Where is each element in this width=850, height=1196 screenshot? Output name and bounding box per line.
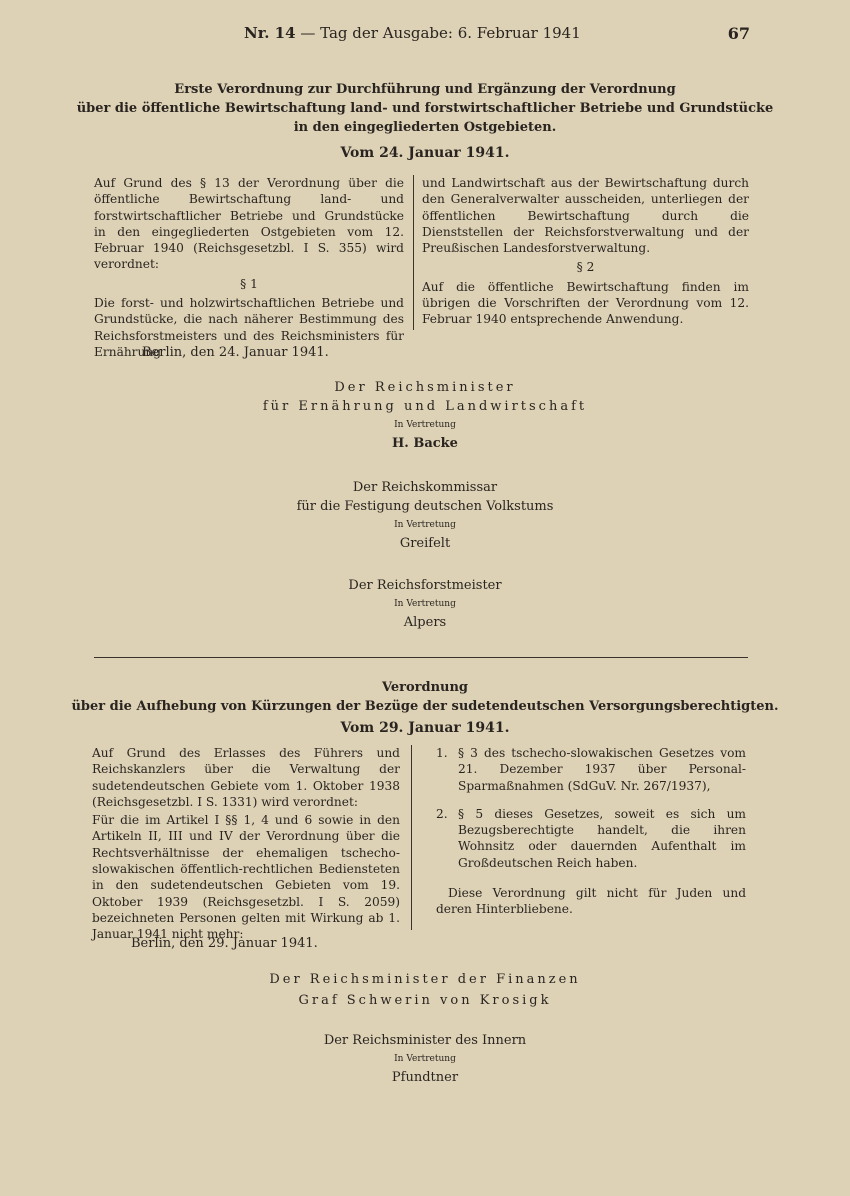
list-item [436, 745, 746, 794]
header-dash: — [300, 24, 316, 42]
doc1-left-column [94, 175, 404, 360]
doc2-closing: Diese Verordnung gilt nicht für Juden und deren Hinterbliebene. [436, 886, 746, 917]
list-item-text: § 3 des tschecho-slowakischen Gesetzes vom 21. Dezember 1937 über Personal-Sparmaßnahmen (SdGuV. Nr. 267/1937), [458, 746, 746, 793]
signature-deputy: In Vertretung [394, 599, 456, 609]
doc1-place-date: Berlin, den 24. Januar 1941. [142, 345, 329, 360]
signature-office-line: Der Reichsminister der Finanzen [269, 972, 581, 987]
issue-number: Nr. 14 [244, 24, 296, 42]
doc2-signature-2 [0, 1033, 850, 1085]
doc1-column-divider [413, 175, 414, 330]
signature-deputy: In Vertretung [394, 1054, 456, 1064]
doc2-title-line-2: über die Aufhebung von Kürzungen der Bezüge der sudetendeutschen Versorgungsberechtigten. [71, 699, 779, 714]
signature-name: Greifelt [399, 536, 451, 551]
list-item-number: 2. [436, 806, 448, 821]
doc2-signature-1 [0, 972, 850, 1008]
doc1-para2-heading: § 2 [576, 260, 595, 275]
signature-name: Alpers [403, 615, 447, 630]
doc2-item-list [436, 745, 746, 871]
doc1-title-line-2: über die öffentliche Bewirtschaftung land- und forstwirtschaftlicher Betriebe und Grundstücke [76, 101, 774, 116]
doc2-title [0, 678, 850, 716]
doc2-body: Für die im Artikel I §§ 1, 4 und 6 sowie in den Artikeln II, III und IV der Verordnung über die Rechtsverhältnisse der ehemaligen tschecho-slowakischen öffentlich-rechtlichen Bediensteten in den sudetendeutschen Gebieten vom 19. Oktober 1939 (Reichsgesetzbl. I S. 2059) bezeichneten Personen gelten mit Wirkung ab 1. Januar 1941 nicht mehr: [92, 813, 400, 942]
doc1-signature-1 [0, 380, 850, 451]
doc2-title-line-1: Verordnung [381, 680, 469, 695]
page-number: 67 [727, 24, 750, 43]
doc1-title [0, 80, 850, 137]
doc1-para1-heading: § 1 [240, 276, 258, 291]
doc1-date: Vom 24. Januar 1941. [340, 145, 510, 161]
doc1-para1-text: Die forst- und holzwirtschaftlichen Betriebe und Grundstücke, die nach näherer Bestimmung des Reichsforstmeisters und des Reichsministers für Ernährung [94, 296, 404, 359]
issue-date: Tag der Ausgabe: 6. Februar 1941 [320, 24, 581, 42]
signature-office-line: Der Reichsminister [334, 380, 516, 395]
signature-office-line: Der Reichsforstmeister [348, 578, 502, 593]
signature-name: H. Backe [392, 436, 458, 451]
page-header [244, 24, 581, 42]
signature-deputy: In Vertretung [394, 520, 456, 530]
signature-deputy: In Vertretung [394, 420, 456, 430]
doc2-place-date: Berlin, den 29. Januar 1941. [131, 936, 318, 951]
signature-office-line: für die Festigung deutschen Volkstums [296, 499, 554, 514]
doc2-date: Vom 29. Januar 1941. [340, 720, 510, 736]
signature-office-line: für Ernährung und Landwirtschaft [262, 399, 588, 414]
signature-name: Pfundtner [391, 1070, 459, 1085]
section-separator [94, 657, 748, 658]
doc1-signature-2 [0, 480, 850, 551]
doc1-title-line-3: in den eingegliederten Ostgebieten. [293, 120, 557, 135]
signature-office-line: Der Reichskommissar [352, 480, 498, 495]
doc1-right-column [422, 175, 749, 328]
signature-name: Graf Schwerin von Krosigk [298, 993, 552, 1008]
doc1-title-line-1: Erste Verordnung zur Durchführung und Ergänzung der Verordnung [174, 82, 676, 97]
list-item [436, 806, 746, 871]
doc1-preamble: Auf Grund des § 13 der Verordnung über die öffentliche Bewirtschaftung land- und forstwirtschaftlicher Betriebe und Grundstücke in den eingegliederten Ostgebieten vom 12. Februar 1940 (Reichsgesetzbl. I S. 355) wird verordnet: [94, 176, 404, 272]
signature-office-line: Der Reichsminister des Innern [323, 1033, 527, 1048]
doc2-right-column [436, 745, 746, 918]
doc2-preamble: Auf Grund des Erlasses des Führers und Reichskanzlers über die Verwaltung der sudetendeutschen Gebiete vom 1. Oktober 1938 (Reichsgesetzbl. I S. 1331) wird verordnet: [92, 746, 400, 809]
doc1-para1-continued: und Landwirtschaft aus der Bewirtschaftung durch den Generalverwalter ausscheiden, unterliegen der öffentlichen Bewirtschaftung durch die Dienststellen der Reichsforstverwaltung und der Preußischen Landesforstverwaltung. [422, 176, 749, 256]
list-item-text: § 5 dieses Gesetzes, soweit es sich um Bezugsberechtigte handelt, die ihren Wohnsitz oder dauernden Aufenthalt im Großdeutschen Reich haben. [458, 806, 746, 870]
doc2-left-column [92, 745, 400, 943]
list-item-number: 1. [436, 746, 448, 760]
doc2-column-divider [411, 745, 412, 930]
doc1-para2-text: Auf die öffentliche Bewirtschaftung finden im übrigen die Vorschriften der Verordnung vom 12. Februar 1940 entsprechende Anwendung. [422, 279, 749, 327]
doc1-signature-3 [0, 578, 850, 630]
